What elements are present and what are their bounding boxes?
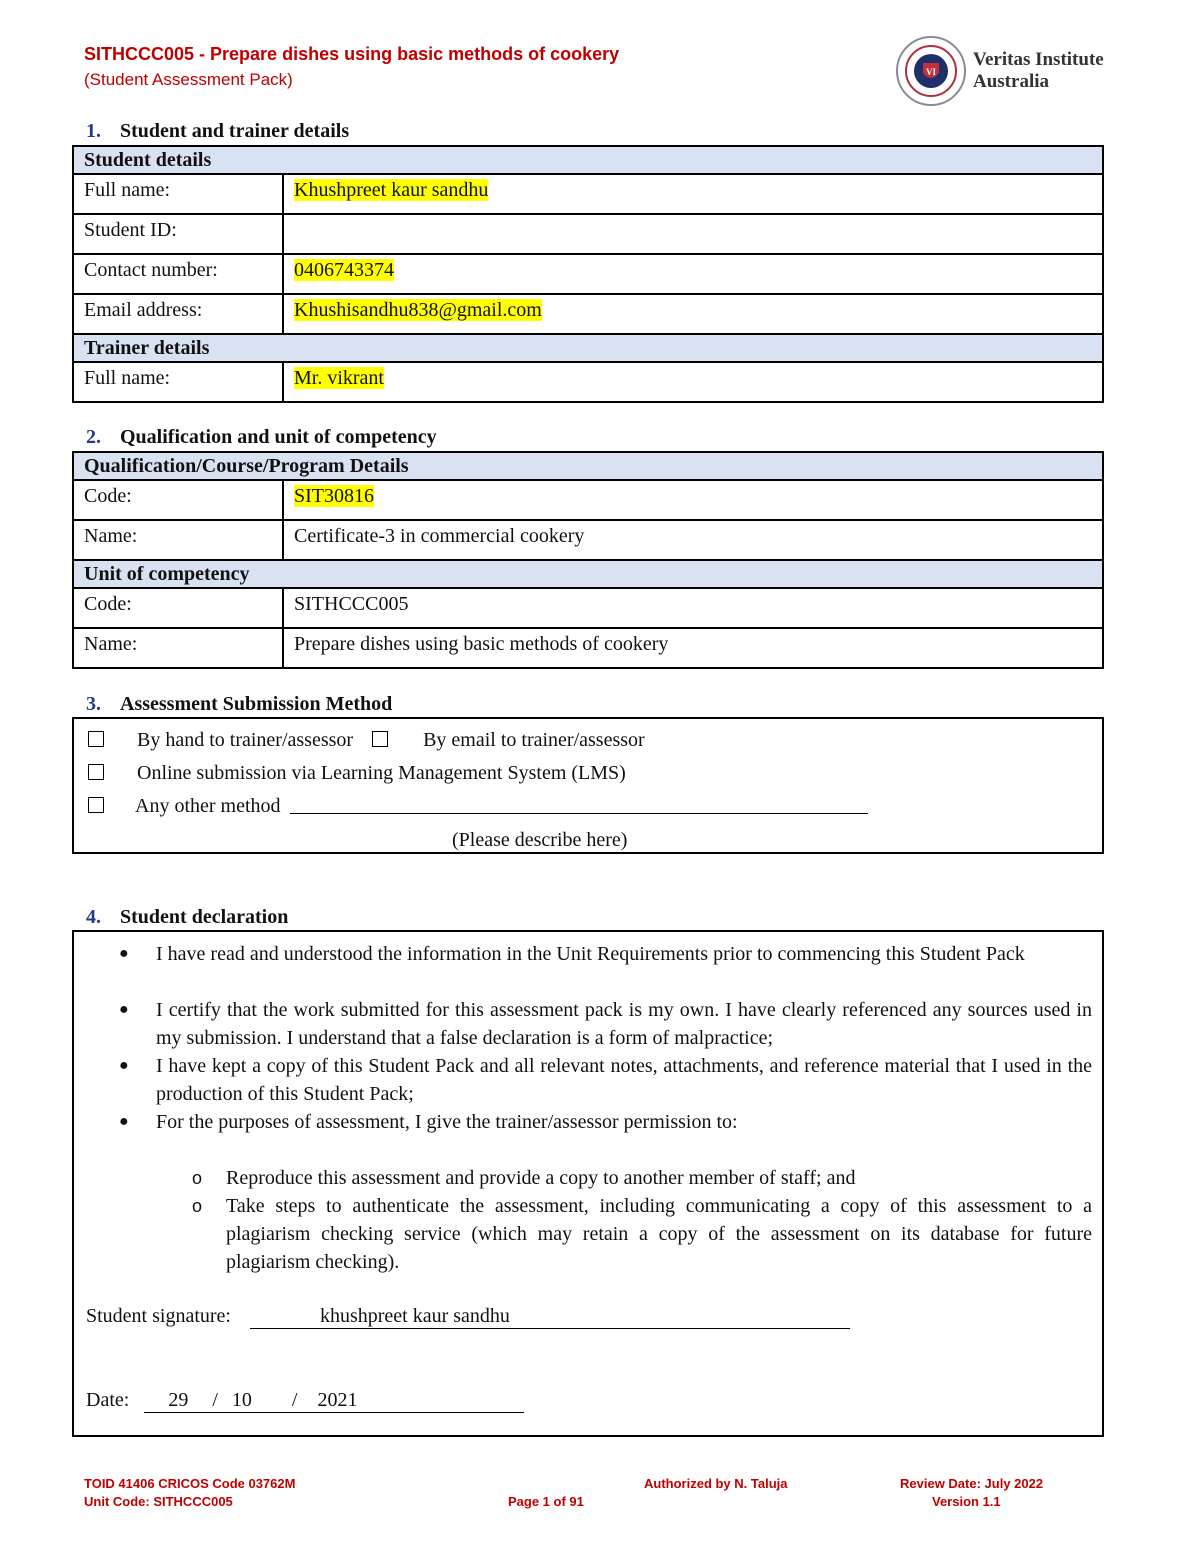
table-row [73, 480, 1103, 520]
row-label: Contact number: [73, 254, 283, 294]
section-2-heading [86, 426, 437, 449]
option-other-label: Any other method [135, 795, 281, 817]
table-row [73, 294, 1103, 334]
signature-row [86, 1302, 850, 1330]
section-number: 1. [86, 120, 101, 142]
contact-number-field[interactable] [283, 254, 1103, 294]
qualification-name-field[interactable]: Certificate-3 in commercial cookery [283, 520, 1103, 560]
section-title: Student and trainer details [120, 120, 350, 142]
option-lms-label: Online submission via Learning Management System (LMS) [137, 762, 626, 784]
section-number: 4. [86, 906, 101, 928]
section-number: 3. [86, 693, 101, 715]
qualification-band: Qualification/Course/Program Details [73, 452, 1103, 480]
row-label: Student ID: [73, 214, 283, 254]
date-day: 29 [168, 1389, 189, 1411]
student-id-field[interactable] [283, 214, 1103, 254]
row-label: Name: [73, 628, 283, 668]
other-method-input[interactable] [290, 796, 868, 814]
student-details-band: Student details [73, 146, 1103, 174]
declaration-item: I have kept a copy of this Student Pack and all relevant notes, attachments, and reference material that I used in the production of this Student Pack; [156, 1055, 1092, 1105]
section-number: 2. [86, 426, 101, 448]
table-row [73, 174, 1103, 214]
qualification-code-value: SIT30816 [294, 485, 374, 507]
declaration-item: For the purposes of assessment, I give the trainer/assessor permission to: [156, 1111, 738, 1133]
email-value: Khushisandhu838@gmail.com [294, 299, 542, 321]
section-3-heading [86, 693, 392, 716]
footer-review-date: Review Date: July 2022 [900, 1476, 1044, 1491]
declaration-item: I certify that the work submitted for this assessment pack is my own. I have clearly referenced any sources used in my submission. I understand that a false declaration is a form of malpractice; [156, 999, 1092, 1049]
section-title: Qualification and unit of competency [120, 426, 437, 448]
describe-hint: (Please describe here) [452, 829, 628, 851]
row-label: Full name: [73, 362, 283, 402]
footer-unit-code: Unit Code: SITHCCC005 [84, 1494, 233, 1509]
footer-page-number: Page 1 of 91 [508, 1494, 584, 1509]
email-field[interactable] [283, 294, 1103, 334]
row-label: Code: [73, 480, 283, 520]
signature-field[interactable] [250, 1304, 850, 1329]
bullet-icon: ● [119, 1001, 129, 1018]
full-name-value: Khushpreet kaur sandhu [294, 179, 489, 201]
option-by-email-label: By email to trainer/assessor [423, 729, 645, 751]
declaration-box [72, 930, 1104, 1437]
bullet-icon: ● [119, 945, 129, 962]
qualification-code-field[interactable] [283, 480, 1103, 520]
table-row [73, 254, 1103, 294]
document-title: SITHCCC005 - Prepare dishes using basic methods of cookery [84, 44, 620, 64]
table-row [73, 520, 1103, 560]
svg-text:VI: VI [925, 67, 937, 77]
table-row [73, 628, 1103, 668]
declaration-sub-item: Take steps to authenticate the assessment, including communicating a copy of this assessment to a plagiarism checking service (which may retain a copy of the assessment on its database for future plagiarism checking). [226, 1195, 1092, 1273]
row-label: Full name: [73, 174, 283, 214]
sub-bullet-icon: o [192, 1196, 203, 1216]
contact-number-value: 0406743374 [294, 259, 394, 281]
logo-line-2: Australia [973, 71, 1049, 92]
date-field[interactable]: 29 / 10 / 2021 [144, 1388, 524, 1413]
full-name-field[interactable] [283, 174, 1103, 214]
footer-toid: TOID 41406 CRICOS Code 03762M [84, 1476, 296, 1491]
trainer-details-band: Trainer details [73, 334, 1103, 362]
signature-value: khushpreet kaur sandhu [319, 1305, 510, 1327]
option-by-hand-label: By hand to trainer/assessor [137, 729, 354, 751]
declaration-item: I have read and understood the information in the Unit Requirements prior to commencing this Student Pack [156, 943, 1025, 965]
unit-band: Unit of competency [73, 560, 1103, 588]
date-label: Date: [86, 1389, 130, 1411]
qualification-table [72, 451, 1104, 669]
trainer-name-field[interactable] [283, 362, 1103, 402]
section-title: Student declaration [120, 906, 289, 928]
table-row [73, 214, 1103, 254]
bullet-icon: ● [119, 1057, 129, 1074]
student-trainer-table [72, 145, 1104, 403]
declaration-sub-item: Reproduce this assessment and provide a copy to another member of staff; and [226, 1167, 856, 1189]
bullet-icon: ● [119, 1113, 129, 1130]
trainer-name-value: Mr. vikrant [294, 367, 384, 389]
footer-version: Version 1.1 [932, 1494, 1001, 1509]
submission-method-box [72, 717, 1104, 854]
date-row [86, 1386, 524, 1414]
logo-line-1: Veritas Institute [973, 49, 1104, 70]
footer-authorized: Authorized by N. Taluja [644, 1476, 788, 1491]
sub-bullet-icon: o [192, 1168, 203, 1188]
date-year: 2021 [317, 1389, 358, 1411]
checkbox-lms[interactable] [88, 764, 104, 780]
signature-label: Student signature: [86, 1305, 231, 1327]
unit-name-field[interactable]: Prepare dishes using basic methods of cookery [283, 628, 1103, 668]
table-row [73, 588, 1103, 628]
institute-logo [895, 33, 1135, 109]
table-row [73, 362, 1103, 402]
document-subtitle: (Student Assessment Pack) [84, 70, 293, 89]
unit-code-field[interactable]: SITHCCC005 [283, 588, 1103, 628]
checkbox-by-hand[interactable] [88, 731, 104, 747]
section-1-heading [86, 120, 349, 143]
institute-seal-icon [895, 35, 967, 107]
row-label: Email address: [73, 294, 283, 334]
checkbox-other[interactable] [88, 797, 104, 813]
section-title: Assessment Submission Method [120, 693, 393, 715]
row-label: Name: [73, 520, 283, 560]
date-month: 10 [231, 1389, 252, 1411]
row-label: Code: [73, 588, 283, 628]
section-4-heading [86, 906, 288, 929]
checkbox-by-email[interactable] [372, 731, 388, 747]
